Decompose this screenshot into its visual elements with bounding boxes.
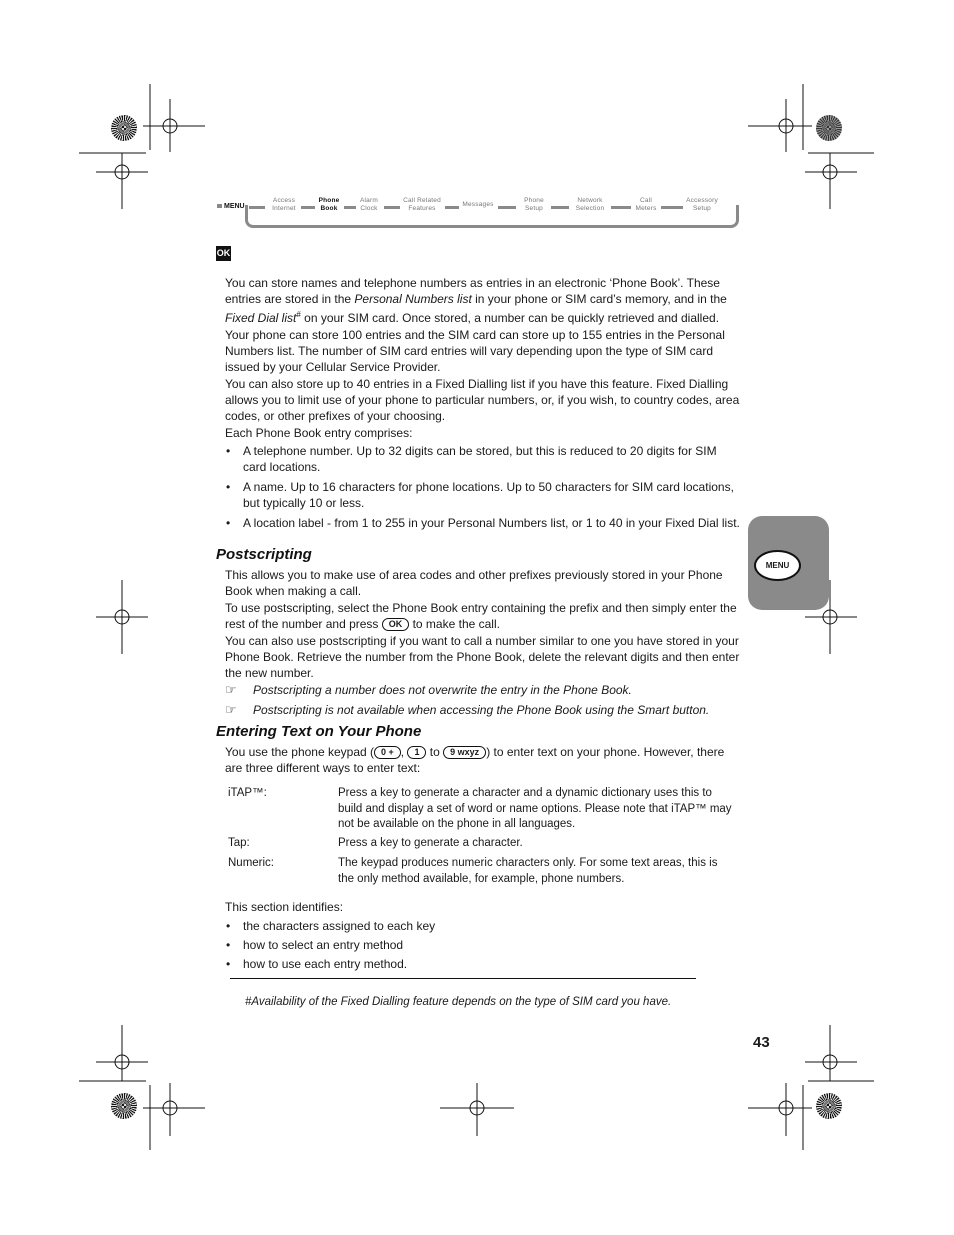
ok-key-icon: OK [216,246,231,261]
method-description: The keypad produces numeric characters only. For some text areas, this is the only method available, for example, phone numbers. [338,857,718,885]
section-identifies: This section identifies: • the characters assigned to each key • how to select an entry method • how to use each entry method. [225,899,740,972]
nav-connector [498,206,516,209]
nav-connector [661,206,683,209]
nav-item-phone-book: Phone Book [318,197,340,212]
print-rosette [816,1093,842,1119]
intro-section [225,275,740,531]
print-rosette [111,115,137,141]
method-name: Numeric: [228,857,275,869]
intro-paragraph-4: Each Phone Book entry comprises: [225,426,413,440]
nav-connector [611,206,631,209]
nav-item-phone-setup: Phone Setup [524,197,544,212]
list-item: • how to use each entry method. [225,956,740,972]
print-rosette [816,115,842,141]
postscripting-paragraph-3: You can also use postscripting if you want to call a number similar to one you have stored in your Phone Book. Retrieve the number from the Phone Book, delete the relevant digits and then enter the new number. [225,634,740,680]
postscripting-paragraph-2: To use postscripting, select the Phone Book entry containing the prefix and then simply enter the rest of the number and press OK to make the call. [225,601,737,631]
method-name: iTAP™: [228,787,267,799]
postscripting-section [225,567,740,682]
nav-item-access-internet: Access Internet [272,197,296,212]
nav-menu-label: MENU [217,203,245,210]
method-description: Press a key to generate a character. [338,837,523,849]
pointing-hand-note-icon: ☞ [225,702,237,717]
nav-connector [445,206,459,209]
ok-key-icon: OK [382,618,410,631]
menu-key-icon: MENU [754,550,801,581]
list-item: • A location label - from 1 to 255 in your Personal Numbers list, or 1 to 40 in your Fixed Dial list. [225,515,740,531]
list-item: • the characters assigned to each key [225,918,740,934]
key-0-icon: 0 + [374,746,401,759]
page-number: 43 [753,1034,770,1051]
postscripting-paragraph-1: This allows you to make use of area codes and other prefixes previously stored in your Phone Book when making a call. [225,568,723,598]
nav-connector [301,206,315,209]
nav-connector [249,206,265,209]
list-item: • A telephone number. Up to 32 digits can be stored, but this is reduced to 20 digits for SIM card locations. [225,443,740,475]
nav-item-accessory-setup: Accessory Setup [686,197,718,212]
footnote-divider [230,978,696,979]
pointing-hand-note-icon: ☞ [225,682,237,697]
nav-connector [384,206,400,209]
print-rosette [111,1093,137,1119]
nav-item-messages: Messages [462,201,494,208]
nav-item-call-meters: Call Meters [635,197,657,212]
intro-paragraph-3: You can also store up to 40 entries in a Fixed Dialling list if you have this feature. Fixed Dialling allows you to limit use of your phone to particular numbers, or, if you wish, to country codes, area codes, or other prefixes of your choosing. [225,377,740,423]
method-description: Press a key to generate a character and a dynamic dictionary uses this to build and display a set of word or name options. Please note that iTAP™ may not be available on the phone in all languages. [338,787,732,830]
nav-connector [551,206,569,209]
key-9-icon: 9 wxyz [443,746,486,759]
list-item: • A name. Up to 16 characters for phone locations. Up to 50 characters for SIM card locations, but typically 10 or less. [225,479,740,511]
key-1-icon: 1 [407,746,426,759]
note-postscripting-2: ☞ Postscripting is not available when accessing the Phone Book using the Smart button. [225,702,710,717]
section-topics-list [225,918,740,972]
entering-text-heading: Entering Text on Your Phone [216,723,422,740]
note-postscripting-1: ☞ Postscripting a number does not overwrite the entry in the Phone Book. [225,682,632,697]
footnote: #Availability of the Fixed Dialling feature depends on the type of SIM card you have. [245,996,672,1008]
postscripting-heading: Postscripting [216,546,312,563]
list-item: • how to select an entry method [225,937,740,953]
nav-item-network-selection: Network Selection [575,197,605,212]
entering-text-intro: You use the phone keypad ( 0 + , 1 to 9 wxyz ) to enter text on your phone. However, there are three different ways to enter text: [225,745,725,775]
intro-paragraph-2: Your phone can store 100 entries and the SIM card can store up to 155 entries in the Personal Numbers list. The number of SIM card entries will vary depending upon the type of SIM card issued by your Cellular Service Provider. [225,328,725,374]
nav-item-alarm-clock: Alarm Clock [360,197,378,212]
method-name: Tap: [228,837,250,849]
intro-paragraph-1: You can store names and telephone numbers as entries in an electronic ‘Phone Book’. These entries are stored in the Personal Numbers list in your phone or SIM card’s memory, and in the Fixed Dial list# on your SIM card. Once stored, a number can be quickly retrieved and dialled. [225,276,727,325]
entry-components-list [225,443,740,531]
nav-item-call-related-features: Call Related Features [403,197,441,212]
